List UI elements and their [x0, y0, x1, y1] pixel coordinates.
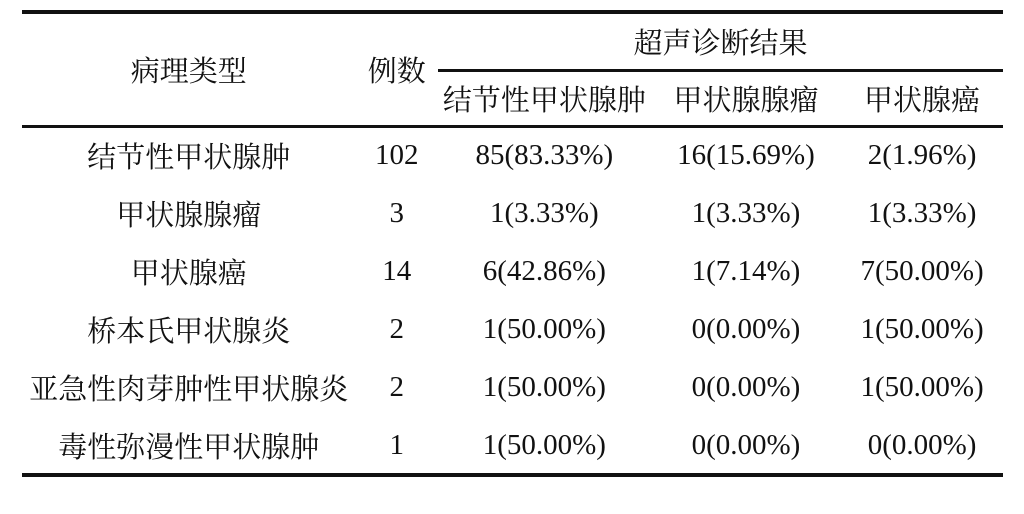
- nodular-goiter-cell: 85(83.33%): [475, 139, 614, 172]
- table-row: [22, 184, 1003, 242]
- adenoma-cell: 1(7.14%): [691, 254, 801, 287]
- nodular-goiter-cell: 1(50.00%): [482, 313, 606, 346]
- pathology-cell: 甲状腺癌: [130, 257, 247, 290]
- col-header-thyroid-cancer: 甲状腺癌: [841, 70, 1003, 126]
- nodular-goiter-cell: 1(50.00%): [482, 371, 606, 404]
- col-header-pathology-type: 病理类型: [22, 12, 356, 126]
- col-header-thyroid-adenoma: 甲状腺腺瘤: [651, 70, 841, 126]
- nodular-goiter-cell: 1(3.33%): [489, 196, 599, 229]
- cancer-cell: 2(1.96%): [867, 139, 977, 172]
- cancer-cell: 0(0.00%): [867, 428, 977, 461]
- case-count-cell: 3: [389, 196, 404, 229]
- pathology-cell: 毒性弥漫性甲状腺肿: [58, 431, 320, 464]
- table-row: [22, 126, 1003, 184]
- pathology-cell: 甲状腺腺瘤: [116, 199, 262, 232]
- table-row: [22, 417, 1003, 475]
- adenoma-cell: 0(0.00%): [691, 428, 801, 461]
- case-count-cell: 2: [389, 313, 404, 346]
- nodular-goiter-cell: 6(42.86%): [482, 254, 606, 287]
- adenoma-cell: 1(3.33%): [691, 196, 801, 229]
- adenoma-cell: 0(0.00%): [691, 371, 801, 404]
- case-count-cell: 2: [389, 371, 404, 404]
- pathology-ultrasound-table: [22, 10, 1003, 477]
- adenoma-cell: 0(0.00%): [691, 313, 801, 346]
- col-header-nodular-goiter: 结节性甲状腺肿: [438, 70, 651, 126]
- col-header-ultrasound-group: 超声诊断结果: [438, 12, 1003, 70]
- cancer-cell: 1(50.00%): [860, 371, 984, 404]
- cancer-cell: 1(3.33%): [867, 196, 977, 229]
- adenoma-cell: 16(15.69%): [677, 139, 815, 172]
- case-count-cell: 102: [374, 139, 419, 172]
- header-row-group: [22, 12, 1003, 70]
- table-row: [22, 301, 1003, 359]
- pathology-cell: 桥本氏甲状腺炎: [87, 316, 291, 349]
- table-row: [22, 242, 1003, 300]
- case-count-cell: 1: [389, 428, 404, 461]
- nodular-goiter-cell: 1(50.00%): [482, 428, 606, 461]
- case-count-cell: 14: [382, 254, 412, 287]
- col-header-case-count: 例数: [356, 12, 438, 126]
- pathology-cell: 亚急性肉芽肿性甲状腺炎: [29, 374, 349, 407]
- cancer-cell: 1(50.00%): [860, 313, 984, 346]
- cancer-cell: 7(50.00%): [860, 254, 984, 287]
- pathology-cell: 结节性甲状腺肿: [87, 142, 291, 175]
- table-row: [22, 359, 1003, 417]
